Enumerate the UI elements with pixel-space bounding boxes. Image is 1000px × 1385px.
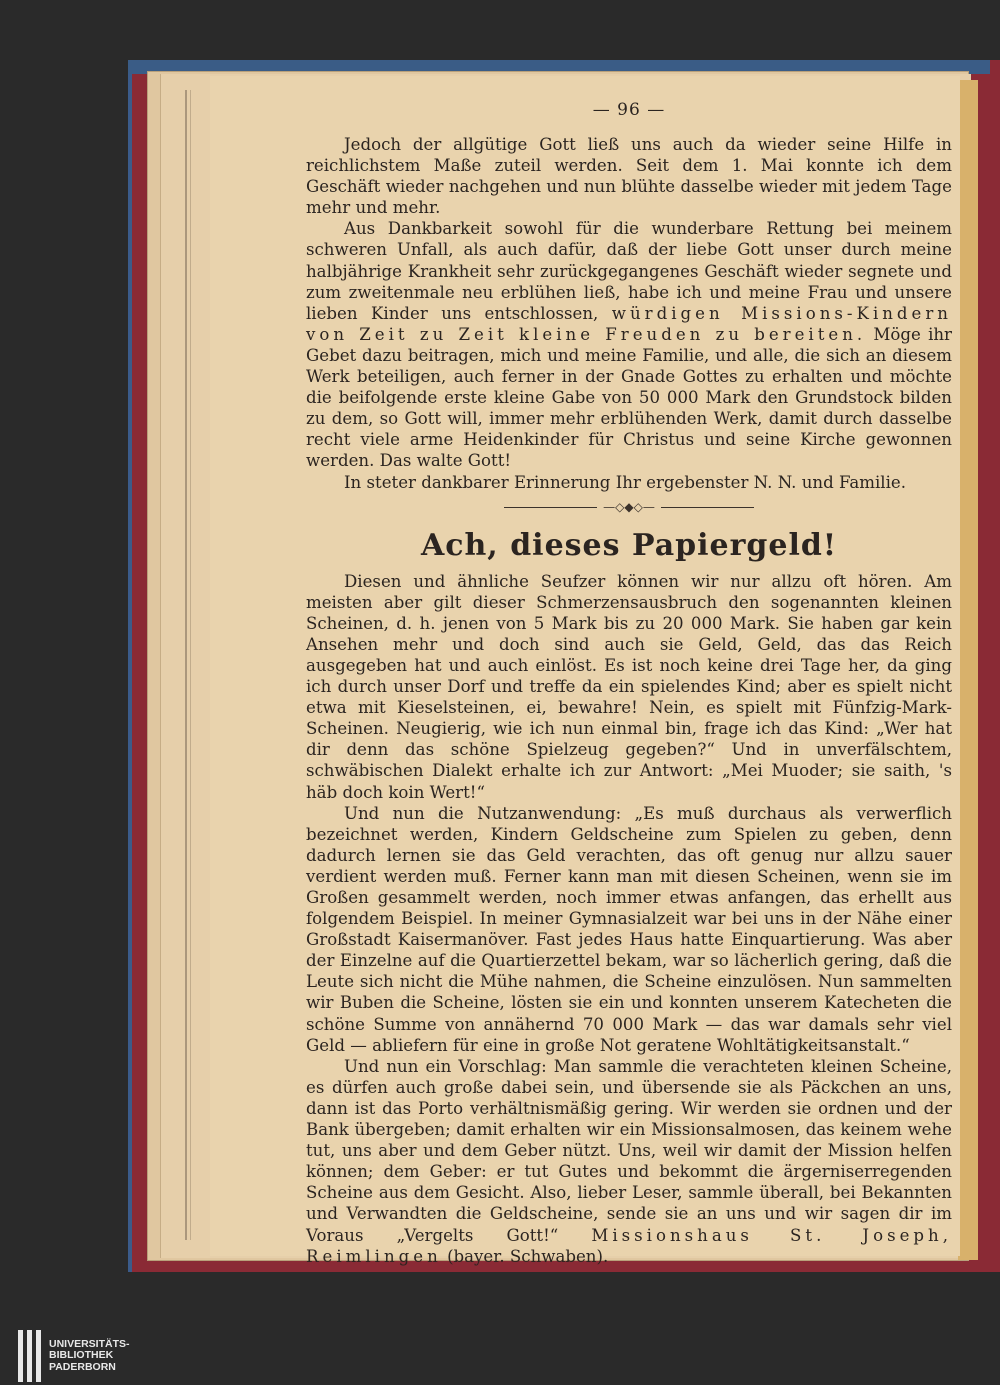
- divider-ornament: —◇◆◇—: [597, 500, 661, 514]
- page-right-edge: [958, 80, 978, 1260]
- library-logo: [18, 1330, 130, 1382]
- logo-line: UNIVERSITÄTS-: [49, 1337, 130, 1350]
- paragraph-text: Und nun ein Vorschlag: Man sammle die verachteten kleinen Scheine, es dürfen auch große dabei sein, und übersende sie als Päckchen an uns, dann ist das Porto verhältnismäßig gering. Wir werden sie ordnen und der Bank übergeben; damit erhalten wir ein Missionsalmosen, das keinem wehe tut, uns aber und dem Geber nützt. Uns, weil wir damit der Mission helfen können; dem Geber: er tut Gutes und bekommt die ärgerniserregenden Scheine aus dem Gesicht. Also, lieber Leser, sammle überall, bei Bekannten und Verwandten die Geldscheine, sende sie an uns und wir sagen dir im Voraus „Vergelts Gott!“: [306, 1056, 952, 1245]
- library-logo-text: [49, 1339, 130, 1374]
- logo-line: PADERBORN: [49, 1360, 116, 1373]
- paragraph: Und nun die Nutzanwendung: „Es muß durchaus als verwerflich bezeichnet werden, Kindern Geldscheine zum Spielen zu geben, denn dadurch lernen sie das Geld verachten, das oft genug nur allzu sauer verdient werden muß. Ferner kann man mit diesen Scheinen, wenn sie im Großen gesammelt werden, noch immer etwas anfangen, das erhellt aus folgendem Beispiel. In meiner Gymnasialzeit war bei uns in der Nähe einer Großstadt Kaisermanöver. Fast jedes Haus hatte Einquartierung. Was aber der Einzelne auf die Quartierzettel bekam, war so lächerlich gering, daß die Leute sich nicht die Mühe nahmen, die Scheine einzulösen. Nun sammelten wir Buben die Scheine, lösten sie ein und konnten unserem Katecheten die schöne Summe von annähernd 70 000 Mark — das war damals sehr viel Geld — abliefern für eine in große Not geratene Wohltätigkeitsanstalt.“: [306, 803, 952, 1055]
- paragraph: [306, 218, 952, 471]
- spaced-emphasis: Missionshaus St. Joseph, Reimlingen: [306, 1225, 952, 1266]
- article-title: Ach, dieses Papiergeld!: [420, 527, 838, 563]
- spaced-emphasis: würdigen Missions-Kindern von Zeit zu Zeit kleine Freuden zu bereiten.: [306, 303, 952, 344]
- paragraph: Jedoch der allgütige Gott ließ uns auch da wieder seine Hilfe in reichlichstem Maße zuteil werden. Seit dem 1. Mai konnte ich dem Geschäft wieder nachgehen und nun blühte dasselbe wieder mit jedem Tage mehr und mehr.: [306, 135, 952, 218]
- paragraph: [306, 1056, 952, 1267]
- ornamental-divider: [504, 499, 754, 514]
- paragraph-text: Möge ihr Gebet dazu beitragen, mich und meine Familie, und alle, die sich an diesem Werk beteiligen, auch ferner in der Gnade Gottes zu erhalten und möchte die beifolgende erste kleine Gabe von 50 000 Mark den Grundstock bilden zu dem, so Gott will, immer mehr erblühenden Werk, damit durch dasselbe recht viele arme Heidenkinder für Christus und seine Kirche gewonnen werden. Das walte Gott!: [306, 324, 952, 471]
- library-logo-icon: [18, 1330, 41, 1382]
- page-gutter-line: [185, 90, 187, 1240]
- logo-line: BIBLIOTHEK: [49, 1349, 114, 1362]
- paragraph-text: (bayer. Schwaben).: [441, 1246, 609, 1266]
- page-gutter-line-2: [190, 90, 191, 1240]
- page-text: [306, 100, 952, 1267]
- signature-line: In steter dankbarer Erinnerung Ihr ergebenster N. N. und Familie.: [344, 472, 906, 492]
- paragraph-text: Aus Dankbarkeit sowohl für die wunderbare Rettung bei meinem schweren Unfall, als auch dafür, daß der liebe Gott unser durch meine halbjährige Krankheit sehr zurückgegangenes Geschäft wieder segnete und zum zweitenmale neu erblühen ließ, habe ich und meine Frau und unsere lieben Kinder uns entschlossen,: [306, 219, 952, 323]
- page-number: — 96 —: [592, 100, 666, 120]
- paragraph: Diesen und ähnliche Seufzer können wir nur allzu oft hören. Am meisten aber gilt dieser Schmerzensausbruch den sogenannten kleinen Scheinen, d. h. jenen von 5 Mark bis zu 20 000 Mark. Sie haben gar kein Ansehen mehr und doch sind auch sie Geld, Geld, das das Reich ausgegeben hat und auch einlöst. Es ist noch keine drei Tage her, da ging ich durch unser Dorf und treffe da ein spielendes Kind; aber es spielt nicht etwa mit Kieselsteinen, ei, bewahre! Nein, es spielt mit Fünfzig-Mark-Scheinen. Neugierig, wie ich nun einmal bin, frage ich das Kind: „Wer hat dir denn das schöne Spielzeug gegeben?“ Und in unverfälschtem, schwäbischen Dialekt erhalte ich zur Antwort: „Mei Muoder; sie saith, 's häb doch koin Wert!“: [306, 571, 952, 802]
